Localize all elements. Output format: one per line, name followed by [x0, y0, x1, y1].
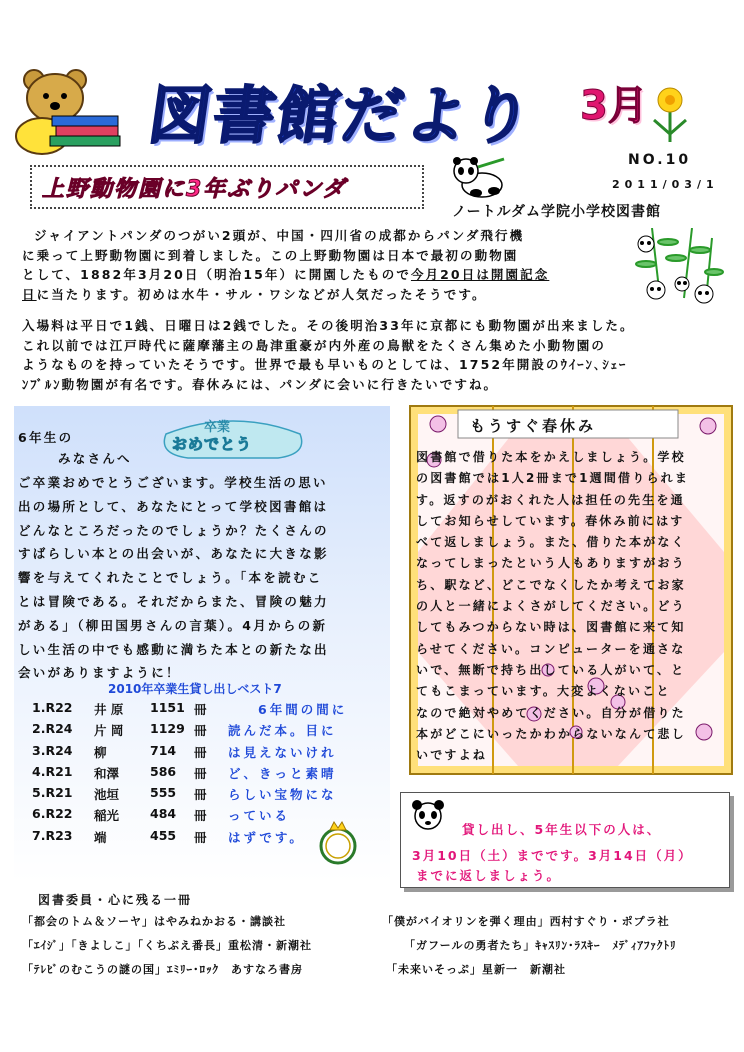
newsletter-title-block — [144, 66, 570, 156]
graduation-message-line: どんなところだったのでしょうか？たくさんの — [18, 522, 329, 538]
spring-break-message — [416, 447, 689, 766]
graduation-message-line: ご卒業おめでとうございます。学校生活の思い — [18, 475, 328, 490]
article-line — [22, 285, 549, 305]
ranking-row — [32, 721, 372, 742]
ranking-rank: 5.R21 — [32, 785, 73, 801]
month-label: 3月 — [580, 83, 648, 129]
ranking-note: 読んだ本。目に — [228, 723, 337, 739]
graduation-message-line: がある」（柳田国男さんの言葉）。4月からの新 — [18, 617, 328, 633]
ranking-rank: 3.R24 — [32, 742, 73, 758]
issue-number: NO.10 — [628, 152, 692, 168]
spring-break-title: もうすぐ春休み — [470, 417, 597, 435]
ranking-note: っている — [228, 808, 291, 824]
school-name: ノートルダム学院小学校図書館 — [452, 204, 662, 220]
notice-line-1: 貸し出し、5年生以下の人は、 — [462, 822, 662, 837]
graduation-badge-top: 卒業 — [204, 420, 231, 435]
spring-break-line: てもこまっています。大変よくないこと — [416, 684, 671, 699]
recommendation-item: 「ガフールの勇者たち」ｷｬｽﾘﾝ･ﾗｽｷｰ ﾒﾃﾞｨｱﾌｧｸﾄﾘ — [404, 939, 677, 952]
ranking-rank: 2.R24 — [32, 721, 73, 737]
spring-break-line: 図書館で借りた本をかえしましょう。学校 — [416, 450, 686, 464]
graduation-message-line: すばらしい本との出会いが、あなたに大きな影 — [18, 546, 329, 562]
ranking-unit: 冊 — [194, 829, 207, 845]
ranking-name: 端 — [94, 829, 107, 845]
article-line: 入場料は平日で1銭、日曜日は2銭でした。その後明治33年に京都にも動物園が出来ました。 — [22, 318, 635, 333]
bear-with-books-icon — [12, 66, 124, 156]
ranking-note: ど、きっと素晴 — [228, 765, 337, 781]
panda-article-top — [22, 226, 549, 304]
spring-break-line: ち、駅など、どこでなくしたか考えてお家 — [416, 577, 686, 592]
issue-date: 2011/03/1 — [612, 178, 719, 191]
recommendation-item: 「ｴｲｼﾞ」「きよしこ」「くちぶえ番長」重松清・新潮社 — [22, 939, 312, 952]
article-headline: 上野動物園に3年ぶりパンダ — [42, 177, 347, 202]
medal-icon — [316, 818, 360, 866]
ranking-name: 井 原 — [94, 702, 124, 717]
article-line-part: として、1882年3月20日（明治15年）に開園したもので — [22, 267, 411, 282]
article-line: に乗って上野動物園に到着しました。この上野動物園は日本で最初の動物園 — [22, 247, 519, 263]
recommendation-item: 「僕がバイオリンを弾く理由」西村すぐり・ポプラ社 — [382, 915, 670, 928]
graduation-message-line: 出の場所として、あなたにとって学校図書館は — [18, 498, 329, 514]
ranking-row — [32, 700, 372, 721]
article-line: ﾝﾌﾞﾙﾝ動物園が有名です。春休みには、パンダに会いに行きたいですね。 — [22, 376, 499, 392]
ranking-unit: 冊 — [194, 787, 207, 803]
ranking-unit: 冊 — [194, 744, 207, 760]
spring-break-line: してお知らせしています。春休み前にはす — [416, 513, 685, 528]
ranking-name: 稲光 — [94, 808, 120, 824]
ranking-name: 池垣 — [94, 787, 120, 803]
article-line-part: に当たります。初めは水牛・サル・ワシなどが人気だったそうです。 — [36, 286, 487, 302]
article-underline-text: 日 — [22, 286, 37, 302]
greeting-line-2: みなさんへ — [58, 451, 132, 466]
ranking-count: 714 — [150, 742, 177, 758]
spring-break-line: いですよね — [416, 748, 488, 763]
graduation-message — [18, 471, 329, 685]
panda-icon — [408, 798, 448, 832]
ranking-name: 片 岡 — [94, 723, 124, 739]
article-underline-text: 今月20日は開園記念 — [410, 267, 550, 282]
ranking-note: は見えないけれ — [228, 744, 337, 760]
spring-break-line: いで、無断で持ち出している人がいて、と — [416, 662, 686, 677]
ranking-note: 6年間の間に — [258, 702, 348, 717]
recommendation-item: 「都会のトム＆ソーヤ」はやみねかおる・講談社 — [22, 915, 286, 928]
ranking-rank: 4.R21 — [32, 763, 73, 779]
ranking-note: らしい宝物にな — [228, 787, 337, 803]
article-line: ようなものを持っていたそうです。世界で最も早いものとしては、1752年開設のｳｲｰﾝ､ｼｪｰ — [22, 357, 628, 372]
ranking-note: はずです。 — [228, 829, 305, 845]
ranking-rank: 7.R23 — [32, 827, 73, 843]
spring-break-line: の人と一緒によくさがしてください。どう — [416, 599, 686, 614]
graduation-badge-bottom: おめでとう — [172, 435, 253, 453]
article-line: これ以前では江戸時代に薩摩藩主の島津重豪が内外産の鳥獣をたくさん集めた小動物園の — [22, 337, 607, 353]
panda-article-bottom — [22, 316, 635, 394]
ranking-name: 和澤 — [94, 765, 120, 781]
ranking-row — [32, 785, 372, 806]
ranking-count: 455 — [150, 827, 177, 843]
ranking-count: 1129 — [150, 721, 185, 737]
spring-break-line: なってしまったという人もありますがおう — [416, 556, 686, 571]
recommendations-heading: 図書委員・心に残る一冊 — [38, 893, 193, 907]
dandelion-icon — [650, 84, 690, 144]
spring-break-line: らせてください。コンピューターを通さな — [416, 641, 686, 656]
ranking-rank: 1.R22 — [32, 700, 73, 715]
ranking-row — [32, 743, 372, 764]
panda-bamboo-icon — [632, 228, 724, 308]
spring-break-line: なので絶対やめてください。自分が借りた — [416, 705, 686, 720]
ranking-unit: 冊 — [194, 702, 207, 717]
ranking-count: 1151 — [150, 700, 185, 715]
spring-break-line: 本がどこにいったかわからないなんて悲し — [416, 726, 686, 741]
ranking-count: 586 — [150, 763, 177, 779]
recommendation-item: 「未来いそっぷ」星新一 新潮社 — [386, 963, 566, 976]
ranking-unit: 冊 — [194, 808, 207, 824]
article-line — [22, 265, 549, 285]
spring-break-line: す。返すのがおくれた人は担任の先生を通 — [416, 492, 685, 507]
ranking-rank: 6.R22 — [32, 806, 73, 822]
newsletter-title: 図書館だより — [144, 79, 539, 152]
article-line: ジャイアントパンダのつがい2頭が、中国・四川省の成都からパンダ飛行機 — [34, 228, 525, 243]
ranking-title: 2010年卒業生貸し出しベスト7 — [108, 682, 282, 696]
graduation-message-line: 響を与えてくれたことでしょう。「本を読むこ — [18, 570, 323, 586]
notice-line-2: 3月10日（土）までです。3月14日（月） — [412, 848, 693, 863]
ranking-name: 柳 — [94, 744, 107, 760]
graduation-message-line: しい生活の中でも感動に満ちた本との新たな出 — [18, 641, 329, 657]
spring-break-line: べて返しましょう。また、借りた本がなく — [416, 535, 686, 550]
graduation-message-line: とは冒険である。それだからまた、冒険の魅力 — [18, 593, 329, 609]
ranking-count: 555 — [150, 785, 177, 801]
greeting-line-1: 6年生の — [18, 430, 74, 445]
spring-break-line: の図書館では1人2冊まで1週間借りられま — [416, 471, 690, 486]
panda-icon — [448, 155, 508, 199]
recommendation-item: 「ﾃﾚﾋﾞのむこうの謎の国」ｴﾐﾘｰ･ﾛｯｸ あすなろ書房 — [22, 963, 303, 976]
ranking-unit: 冊 — [194, 723, 207, 739]
ranking-count: 484 — [150, 806, 177, 822]
ranking-row — [32, 764, 372, 785]
ranking-unit: 冊 — [194, 765, 207, 781]
graduation-message-line: 会いがありますように！ — [18, 665, 181, 681]
spring-break-line: してもみつからない時は、図書館に来て知 — [416, 620, 686, 635]
notice-line-3: までに返しましょう。 — [416, 868, 562, 883]
